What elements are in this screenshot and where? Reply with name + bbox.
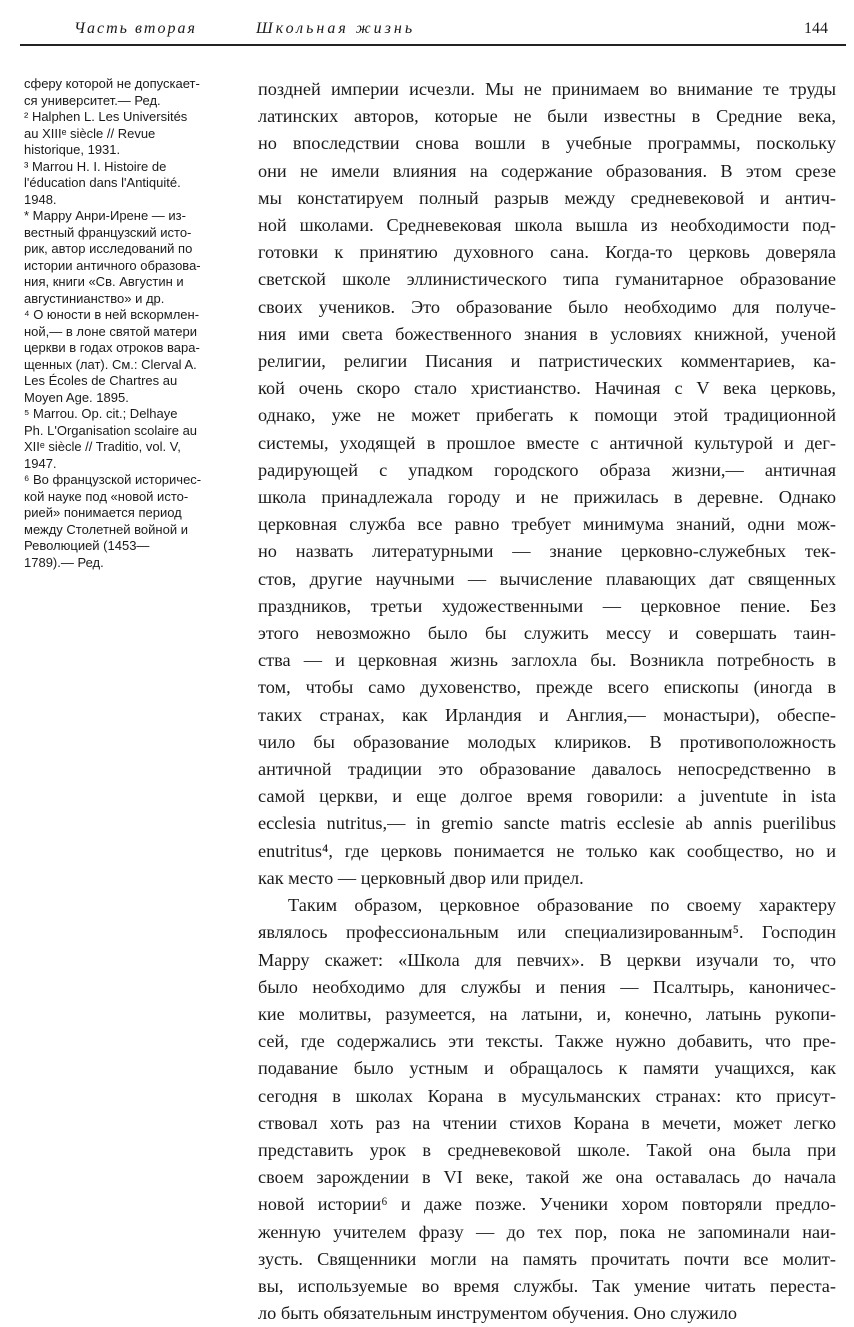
text-line: сегодня в школах Корана в мусульманских странах: кто присут- [258, 1085, 836, 1106]
text-line: как место — церковный двор или придел. [258, 867, 584, 888]
text-line: том, чтобы само духовенство, прежде всего епископы (иногда в [258, 677, 836, 698]
text-line: но назвать литературными — знание церковно-служебных тек- [258, 541, 836, 562]
running-header [0, 0, 854, 44]
text-line: таких странах, как Ирландия и Англия,— монастыри), обеспе- [258, 704, 836, 725]
footnotes-column [24, 76, 236, 571]
footnote-line: рик, автор исследований по [24, 241, 193, 256]
text-line: сей, где содержались эти тексты. Также нужно добавить, что пре- [258, 1031, 836, 1052]
text-line: школа принадлежала городу и не прижилась в деревне. Однако [258, 487, 836, 508]
footnote-line: l'éducation dans l'Antiquité. [24, 175, 181, 190]
body-text [258, 76, 836, 1327]
footnote-line: historique, 1931. [24, 142, 121, 157]
text-line: латинских авторов, которые не были известны в Средние века, [258, 106, 836, 127]
page-number: 144 [804, 20, 828, 37]
text-line: они не имели влияния на содержание образования. В этом срезе [258, 160, 836, 181]
footnote-line: ⁴ О юности в ней вскормлен- [24, 307, 200, 322]
chapter-title: Школьная жизнь [256, 20, 416, 37]
footnote-line: ⁵ Marrou. Op. cit.; Delhaye [24, 406, 178, 421]
text-line: религии, религии Писания и патристических комментариев, ка- [258, 351, 836, 372]
text-line: Марру скажет: «Школа для певчих». В церкви изучали то, что [258, 949, 836, 970]
text-line: античной традиции это образование давалось непосредственно в [258, 759, 836, 780]
footnote-line: августинианство» и др. [24, 290, 165, 306]
footnote [24, 472, 236, 571]
text-line: ствовал хоть раз на чтении стихов Корана в мечети, может легко [258, 1112, 836, 1133]
text-line: поздней империи исчезли. Мы не принимаем во внимание те труды [258, 79, 836, 99]
footnote-line: церкви в годах отроков вара- [24, 340, 200, 355]
text-line: новой истории⁶ и даже позже. Ученики хором повторяли предло- [258, 1194, 836, 1215]
footnote [24, 406, 236, 472]
footnote-line: XIIᵉ siècle // Traditio, vol. V, [24, 439, 181, 454]
footnote-line: ной,— в лоне святой матери [24, 323, 198, 339]
text-line: ства — и церковная жизнь заглохла бы. Возникла потребность в [258, 650, 836, 671]
footnote-line: щенных (лат). См.: Clerval A. [24, 356, 197, 372]
text-line: являлось профессиональным или специализированным⁵. Господин [258, 922, 836, 943]
footnote [24, 159, 236, 209]
paragraph [258, 892, 836, 1327]
footnote-line: ⁶ Во французской историчес- [24, 472, 202, 487]
text-line: светской школе эллинистического типа гуманитарное образование [258, 269, 836, 290]
footnote [24, 208, 236, 307]
footnote-line: истории античного образова- [24, 257, 201, 273]
text-line: представить урок в средневековой школе. Такой она была при [258, 1139, 836, 1160]
section-title: Часть вторая [74, 20, 197, 37]
text-line: радирующей с упадком городского образа жизни,— античная [258, 459, 836, 480]
text-line: женную учителем фразу — до тех пор, пока не запоминали наи- [258, 1221, 836, 1242]
text-line: чило бы образование молодых клириков. В противоположность [258, 731, 836, 752]
text-line: праздников, третьи художественными — церковное пение. Без [258, 595, 836, 616]
text-line: однако, уже не может прибегать к помощи этой традиционной [258, 405, 836, 426]
text-line: своем зарождении в VI веке, такой же она оставалась до начала [258, 1167, 836, 1188]
text-line: было необходимо для службы и пения — Псалтырь, канoничес- [258, 976, 836, 997]
text-line: подавание было устным и обращалось к памяти учащихся, как [258, 1058, 836, 1079]
text-line: ния ими света божественного знания в условиях книжной, ученой [258, 323, 836, 344]
footnote-line: Ph. L'Organisation scolaire au [24, 422, 198, 438]
footnote-line: между Столетней войной и [24, 521, 188, 537]
footnote-line: ³ Marrou H. I. Histoire de [24, 158, 167, 174]
footnote-line: * Марру Анри-Ирене — из- [24, 208, 186, 223]
text-line: вы, используемые во время службы. Так умение читать переста- [258, 1275, 836, 1296]
text-line: но впоследствии снова вошли в учебные программы, поскольку [258, 133, 836, 154]
text-line: ло быть обязательным инструментом обучения. Оно служило [258, 1303, 737, 1324]
text-line: кой очень скоро стало христианство. Начиная с V века церковь, [258, 378, 836, 399]
text-line: системы, уходящей в прошлое вместе с античной культурой и дег- [258, 432, 836, 453]
footnote-line: au XIIIᵉ siècle // Revue [24, 125, 156, 141]
text-line: Таким образом, церковное образование по своему характеру [288, 895, 836, 916]
paragraph [258, 76, 836, 892]
text-line: этого невозможно было бы служить мессу и совершать таин- [258, 623, 836, 644]
text-line: ecclesia nutritus,— in gremio sancte matris ecclesie ab annis puerilibus [258, 813, 836, 834]
footnote-line: сферу которой не допускает- [24, 76, 200, 91]
text-line: церковная служба все равно требует минимума знаний, одни мож- [258, 514, 836, 535]
footnote-line: рией» понимается период [24, 505, 182, 520]
footnote-line: Революцией (1453— [24, 538, 150, 553]
text-line: своих учеников. Это образование было необходимо для получе- [258, 296, 836, 317]
text-line: самой церкви, и еще долгое время говорили: a juventute in ista [258, 786, 836, 807]
footnote [24, 76, 236, 109]
footnote-line: Moyen Age. 1895. [24, 389, 129, 405]
text-line: ной школами. Средневековая школа вышла из необходимости под- [258, 215, 836, 236]
text-line: enutritus⁴, где церковь понимается не только как сообщество, но и [258, 840, 836, 861]
footnote-line: 1948. [24, 191, 57, 207]
footnote-line: 1789).— Ред. [24, 554, 104, 570]
footnote [24, 307, 236, 406]
header-rule [20, 44, 846, 46]
footnote-line: 1947. [24, 455, 57, 471]
footnote [24, 109, 236, 159]
text-line: готовки к принятию духовного сана. Когда-то церковь доверяла [258, 242, 836, 263]
footnote-line: Les Écoles de Chartres au [24, 373, 178, 388]
text-line: стов, другие научными — вычисление плавающих дат священных [258, 568, 836, 589]
footnote-line: кой науке под «новой исто- [24, 488, 189, 504]
footnote-line: ся университет.— Ред. [24, 92, 161, 108]
text-line: мы констатируем полный разрыв между средневековой и антич- [258, 187, 836, 208]
footnote-line: вестный французский исто- [24, 224, 192, 240]
footnote-line: ния, книги «Св. Августин и [24, 274, 184, 289]
text-line: зусть. Священники могли на память прочитать почти все молит- [258, 1248, 836, 1269]
text-line: кие молитвы, разумеется, на латыни, и, конечно, латынь рукопи- [258, 1003, 836, 1024]
footnote-line: ² Halphen L. Les Universités [24, 109, 188, 124]
